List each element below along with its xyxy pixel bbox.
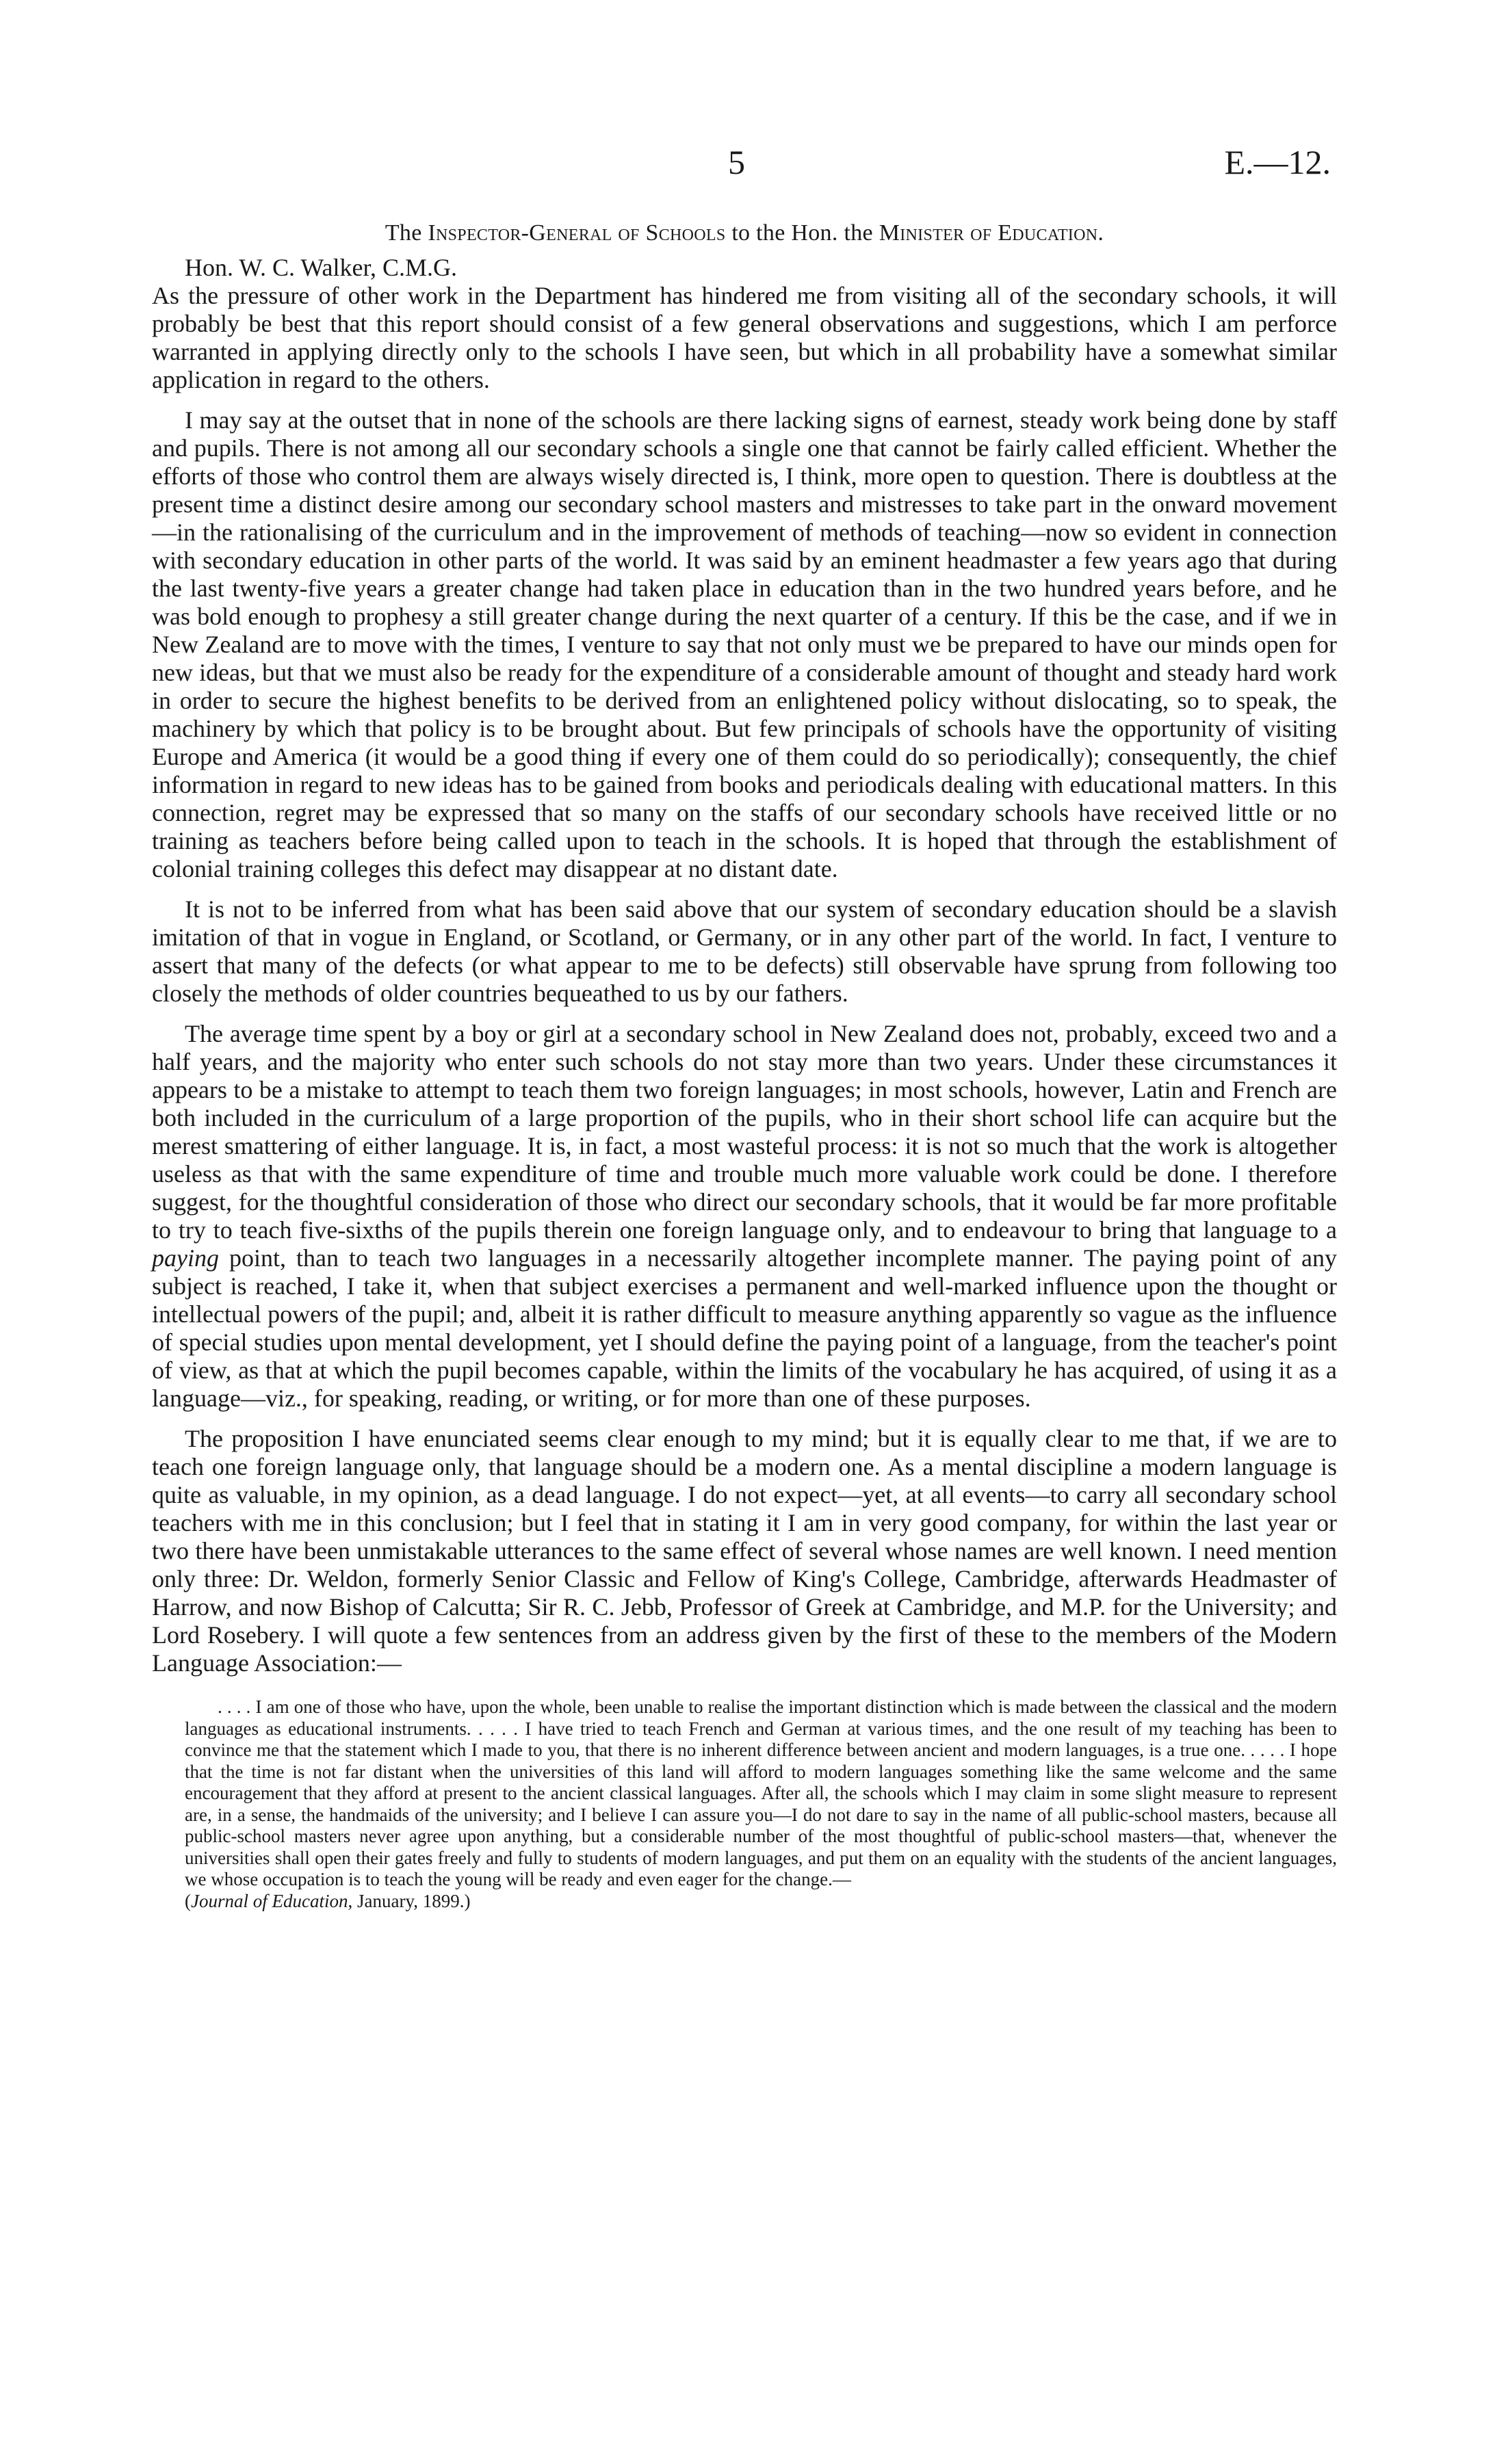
source-date: , January, 1899.)	[348, 1890, 471, 1911]
report-body	[152, 282, 1337, 1677]
report-content	[152, 218, 1337, 1912]
salutation: Hon. W. C. Walker, C.M.G.	[185, 254, 458, 281]
heading-part: The	[385, 220, 428, 246]
paragraph: As the pressure of other work in the Department has hindered me from visiting all of the secondary schools, it will probably be best that this report should consist of a few general observations and suggestions, which I am perforce warranted in applying directly only to the schools I have seen, but which in all probability have a somewhat similar application in regard to the others.	[152, 282, 1337, 393]
emphasis: paying	[152, 1244, 219, 1272]
paragraph-text: The average time spent by a boy or girl at a secondary school in New Zealand does not, probably, exceed two and a half years, and the majority who enter such schools do not stay more than two years. Under these circumstances it appears to be a mistake to attempt to teach them two foreign languages; in most schools, however, Latin and French are both included in the curriculum of a large proportion of the pupils, who in their short school life can acquire but the merest smattering of either language. It is, in fact, a most wasteful process: it is not so much that the work is altogether useless as that with the same expenditure of time and trouble much more valuable work could be done. I therefore suggest, for the thoughtful consideration of those who direct our secondary schools, that it would be far more profitable to try to teach five-sixths of the pupils therein one foreign language only, and to endeavour to bring that language to a	[152, 1020, 1337, 1244]
heading-part: .	[1097, 220, 1104, 246]
heading-sender: Inspector-General of Schools	[428, 220, 726, 246]
quote-source	[185, 1891, 1337, 1913]
source-journal: Journal of Education	[191, 1890, 348, 1911]
heading-part: to the Hon. the	[725, 220, 879, 246]
report-heading	[152, 218, 1337, 249]
quote-body: . . . . I am one of those who have, upon the whole, been unable to realise the important distinction which is made between the classical and the modern languages as educational instruments. . . . . I have tried to teach French and German at various times, and the one result of my teaching has been to convince me that the statement which I made to you, that there is no inherent difference between ancient and modern languages, is a true one. . . . . I hope that the time is not far distant when the universities of this land will afford to modern languages something like the same welcome and the same encouragement that they afford at present to the ancient classical languages. After all, the schools which I may claim in some slight measure to represent are, in a sense, the handmaids of the university; and I believe I can assure you—I do not dare to say in the name of all public-school masters, because all public-school masters never agree upon anything, but a considerable number of the most thoughtful of public-school masters—that, whenever the universities shall open their gates freely and fully to students of modern languages, and put them on an equality with the students of the ancient languages, we whose occupation is to teach the young will be ready and even eager for the change.—	[185, 1696, 1337, 1889]
paragraph: I may say at the outset that in none of the schools are there lacking signs of earnest, steady work being done by staff and pupils. There is not among all our secondary schools a single one that cannot be fairly called efficient. Whether the efforts of those who control them are always wisely directed is, I think, more open to question. There is doubtless at the present time a distinct desire among our secondary school masters and mistresses to take part in the onward movement—in the rationalising of the curriculum and in the improvement of methods of teaching—now so evident in connection with secondary education in other parts of the world. It was said by an eminent headmaster a few years ago that during the last twenty-five years a greater change had taken place in education than in the two hundred years before, and he was bold enough to prophesy a still greater change during the next quarter of a century. If this be the case, and if we in New Zealand are to move with the times, I venture to say that not only must we be prepared to have our minds open for new ideas, but that we must also be ready for the expenditure of a considerable amount of thought and steady hard work in order to secure the highest benefits to be derived from an enlightened policy without dislocating, so to speak, the machinery by which that policy is to be brought about. But few principals of schools have the opportunity of visiting Europe and America (it would be a good thing if every one of them could do so periodically); consequently, the chief information in regard to new ideas has to be gained from books and periodicals dealing with educational matters. In this connection, regret may be expressed that so many on the staffs of our secondary schools have received little or no training as teachers before being called upon to teach in the schools. It is hoped that through the establishment of colonial training colleges this defect may disappear at no distant date.	[152, 406, 1337, 882]
block-quote	[152, 1696, 1337, 1912]
paragraph: It is not to be inferred from what has been said above that our system of secondary education should be a slavish imitation of that in vogue in England, or Scotland, or Germany, or in any other part of the world. In fact, I venture to assert that many of the defects (or what appear to me to be defects) still observable have sprung from following too closely the methods of older countries bequeathed to us by our fathers.	[152, 895, 1337, 1007]
paragraph: The proposition I have enunciated seems clear enough to my mind; but it is equally clear to me that, if we are to teach one foreign language only, that language should be a modern one. As a mental discipline a modern language is quite as valuable, in my opinion, as a dead language. I do not expect—yet, at all events—to carry all secondary school teachers with me in this conclusion; but I feel that in stating it I am in very good company, for within the last year or two there have been unmistakable utterances to the same effect of several whose names are well known. I need mention only three: Dr. Weldon, formerly Senior Classic and Fellow of King's College, Cambridge, afterwards Headmaster of Harrow, and now Bishop of Calcutta; Sir R. C. Jebb, Professor of Greek at Cambridge, and M.P. for the University; and Lord Rosebery. I will quote a few sentences from an address given by the first of these to the members of the Modern Language Association:—	[152, 1425, 1337, 1677]
heading-recipient: Minister of Education	[879, 220, 1098, 246]
paragraph	[152, 1020, 1337, 1413]
paragraph-text: point, than to teach two languages in a necessarily altogether incomplete manner. The paying point of any subject is reached, I take it, when that subject exercises a permanent and well-marked influence upon the thought or intellectual powers of the pupil; and, albeit it is rather difficult to measure anything apparently so vague as the influence of special studies upon mental development, yet I should define the paying point of a language, from the teacher's point of view, as that at which the pupil becomes capable, within the limits of the vocabulary he has acquired, of using it as a language—viz., for speaking, reading, or writing, or for more than one of these purposes.	[152, 1244, 1337, 1412]
page-number: 5	[728, 143, 745, 181]
source-paren: (	[185, 1890, 191, 1911]
document-code: E.—12.	[1224, 143, 1331, 181]
quote-text	[185, 1696, 1337, 1912]
